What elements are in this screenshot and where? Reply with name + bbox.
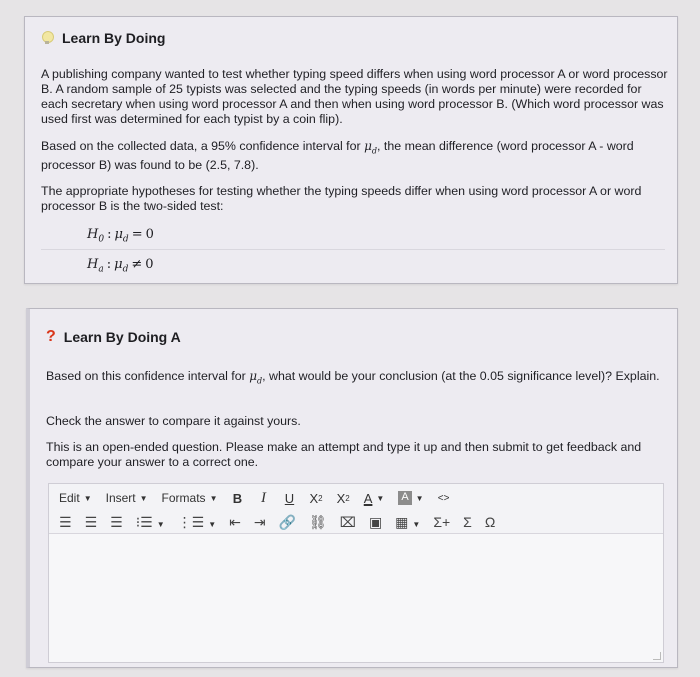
remove-format-icon[interactable]: ⌧ xyxy=(339,513,356,530)
question-text-before: Based on this confidence interval for xyxy=(46,369,246,383)
edit-menu[interactable]: Edit ▼ xyxy=(59,491,92,505)
source-code-button[interactable]: <> xyxy=(437,492,450,504)
confidence-interval-paragraph xyxy=(41,139,671,173)
question-text-after: , what would be your conclusion (at the 0.05 significance level)? Explain. xyxy=(262,369,660,383)
alternative-hypothesis: $H_a$ : $\mu_d \ne 0$ xyxy=(87,257,154,275)
align-right-icon[interactable]: ☰ xyxy=(110,513,123,530)
chevron-down-icon: ▼ xyxy=(83,493,92,503)
chevron-down-icon: ▼ xyxy=(139,493,148,503)
outdent-icon[interactable]: ⇤ xyxy=(229,513,241,530)
underline-button[interactable]: U xyxy=(284,490,295,506)
link-icon[interactable]: 🔗 xyxy=(278,513,297,530)
scenario-paragraph: A publishing company wanted to test whether typing speed differs when using word processor A or word processor B. A random sample of 25 typists was selected and the typing speeds (in words per minute) were recorded for each secretary when using word processor A and then when using word processor B. (Which word processor was used first was determined for each typist by a coin flip). xyxy=(41,67,668,126)
text-color-button[interactable]: A ▼ xyxy=(363,490,385,506)
italic-button[interactable]: I xyxy=(260,489,266,506)
sigma-icon[interactable]: Σ xyxy=(463,514,472,530)
background-color-button[interactable]: A ▼ xyxy=(398,489,423,507)
bold-button[interactable]: B xyxy=(232,490,243,506)
numbered-list-icon[interactable]: ⋮☰ ▼ xyxy=(177,513,217,530)
indent-icon[interactable]: ⇥ xyxy=(253,513,266,530)
insert-menu[interactable]: Insert ▼ xyxy=(105,491,148,505)
answer-textarea[interactable] xyxy=(49,534,663,662)
subscript-button[interactable]: X 2 xyxy=(309,490,323,506)
panel-title: Learn By Doing xyxy=(62,30,166,46)
image-icon[interactable]: ▣ xyxy=(368,513,383,530)
question-header xyxy=(46,329,181,345)
question-mark-icon: ? xyxy=(46,328,56,345)
panel-header xyxy=(41,30,165,46)
mu-d-symbol: $\mu_d$ xyxy=(364,139,378,156)
ci-text-before: Based on the collected data, a 95% confidence interval for xyxy=(41,139,361,153)
learn-by-doing-panel xyxy=(24,16,678,284)
learn-by-doing-a-panel xyxy=(26,308,678,668)
instructions-text: This is an open-ended question. Please make an attempt and type it up and then submit to get feedback and compare your answer to a correct one. xyxy=(46,440,642,469)
ci-text-after: , the mean difference (word processor A - word processor B) was found to be (2.5, 7.8). xyxy=(41,139,634,173)
lightbulb-icon xyxy=(41,31,53,45)
align-left-icon[interactable]: ☰ xyxy=(59,513,72,530)
align-center-icon[interactable]: ☰ xyxy=(84,513,98,530)
superscript-button[interactable]: X 2 xyxy=(336,490,350,506)
resize-handle-icon[interactable] xyxy=(653,652,661,660)
question-title: Learn By Doing A xyxy=(63,329,181,345)
special-char-icon[interactable]: Ω xyxy=(484,514,496,530)
unlink-icon[interactable]: ⛓ xyxy=(309,513,327,530)
editor-toolbar xyxy=(49,484,663,534)
mu-d-symbol: $\mu_d$ xyxy=(249,369,263,386)
question-prompt xyxy=(46,369,666,388)
chevron-down-icon: ▼ xyxy=(209,493,218,503)
check-answer-text: Check the answer to compare it against yours. xyxy=(46,414,301,428)
rich-text-editor xyxy=(48,483,664,663)
hypotheses-intro-paragraph: The appropriate hypotheses for testing whether the typing speeds differ when using word processor A or word processor B is the two-sided test: xyxy=(41,184,642,213)
bullet-list-icon[interactable]: ⁝☰ ▼ xyxy=(135,513,165,530)
table-icon[interactable]: ▦ ▼ xyxy=(395,513,421,530)
divider xyxy=(41,249,665,250)
formats-menu[interactable]: Formats ▼ xyxy=(161,491,218,505)
formula-icon[interactable]: Σ+ xyxy=(433,514,451,530)
null-hypothesis: $H_0$ : $\mu_d = 0$ xyxy=(87,227,154,245)
